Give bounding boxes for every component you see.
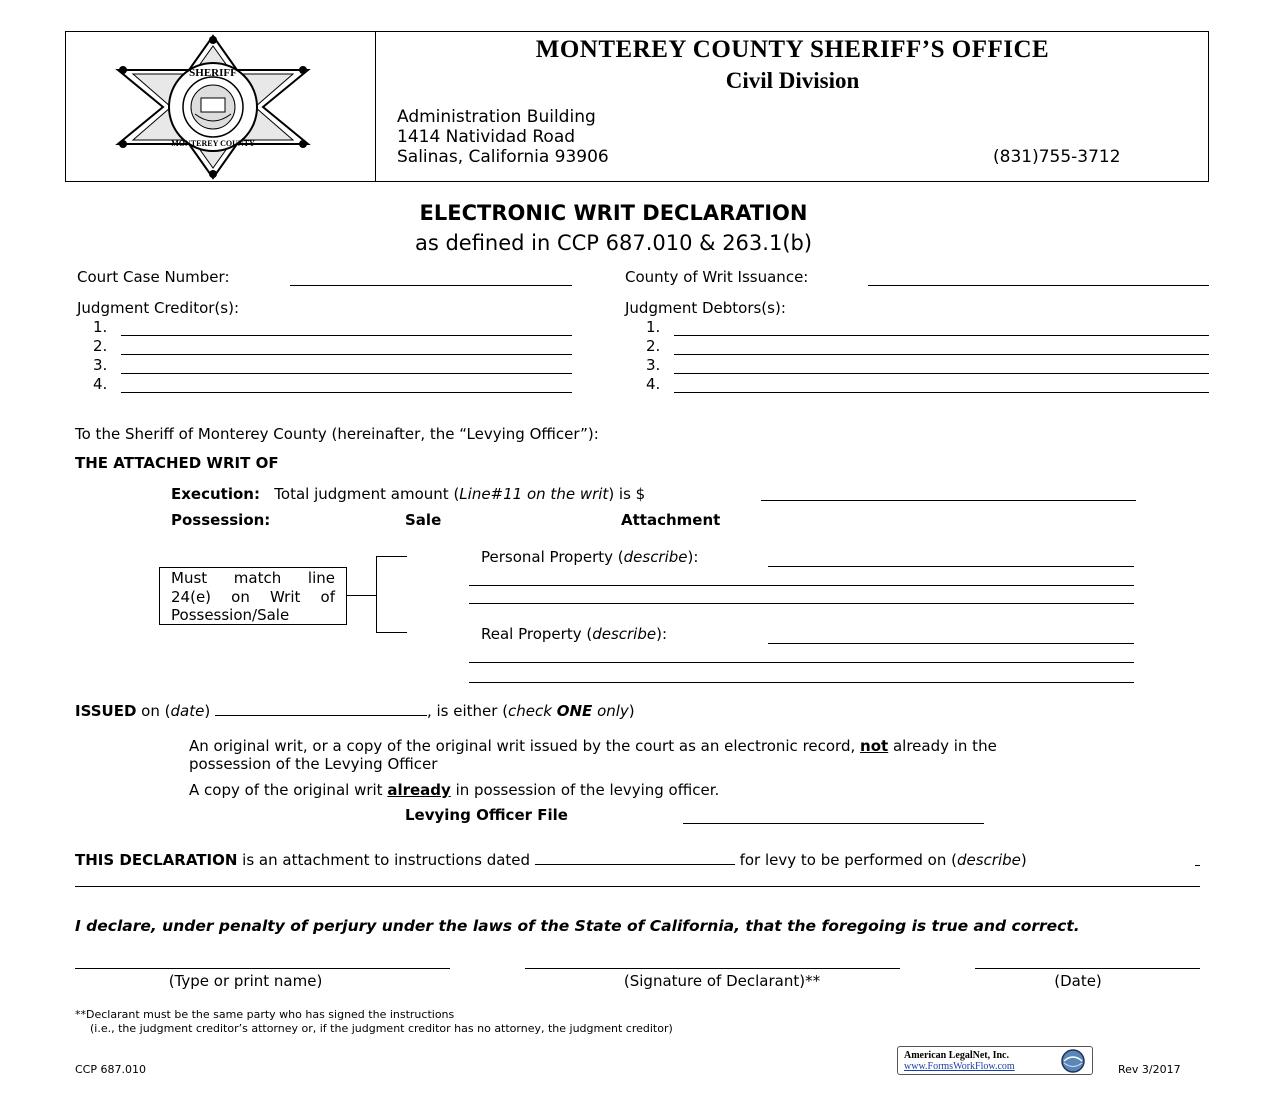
name-field[interactable] bbox=[75, 968, 450, 969]
badge-bottom-text: MONTEREY COUNTY bbox=[171, 139, 255, 148]
date-field[interactable] bbox=[975, 968, 1200, 969]
perjury-statement: I declare, under penalty of perjury under the laws of the State of California, that the foregoing is true and correct. bbox=[75, 917, 1080, 935]
personal-property-label bbox=[481, 548, 698, 566]
issued-on: on ( bbox=[136, 702, 171, 720]
personal-property-field-1[interactable] bbox=[768, 566, 1134, 567]
division-title: Civil Division bbox=[725, 68, 860, 93]
issued-date: date bbox=[170, 702, 205, 720]
debtor-field-3[interactable] bbox=[674, 373, 1209, 374]
execution-text-b: ) is $ bbox=[608, 485, 646, 503]
issued-row bbox=[75, 701, 635, 720]
declaration-text-a: is an attachment to instructions dated bbox=[237, 851, 535, 869]
creditor-field-1[interactable] bbox=[121, 335, 572, 336]
declaration-text-b: for levy to be performed on ( bbox=[734, 851, 957, 869]
debtor-field-4[interactable] bbox=[674, 392, 1209, 393]
personal-property-field-2[interactable] bbox=[469, 585, 1134, 586]
option-2-text-b: in possession of the levying officer. bbox=[450, 781, 720, 799]
creditor-number: 4. bbox=[93, 375, 108, 393]
creditor-field-3[interactable] bbox=[121, 373, 572, 374]
footnote-2: (i.e., the judgment creditor’s attorney or, if the judgment creditor has no attorney, the judgment creditor) bbox=[90, 1022, 673, 1035]
signature-label: (Signature of Declarant)** bbox=[623, 972, 821, 990]
phone-number: (831)755-3712 bbox=[993, 147, 1121, 167]
date-label: (Date) bbox=[1054, 972, 1102, 990]
court-case-label: Court Case Number: bbox=[77, 268, 230, 286]
issued-label: ISSUED bbox=[75, 702, 137, 720]
real-property-field-3[interactable] bbox=[469, 682, 1134, 683]
real-property-text: Real Property ( bbox=[481, 625, 593, 643]
real-property-field-2[interactable] bbox=[469, 662, 1134, 663]
issued-date-field[interactable] bbox=[215, 701, 427, 716]
option-2-text-a: A copy of the original writ bbox=[189, 781, 388, 799]
creditor-number: 2. bbox=[93, 337, 108, 355]
execution-row bbox=[171, 485, 645, 503]
office-title: MONTEREY COUNTY SHERIFF’S OFFICE bbox=[535, 36, 1050, 63]
attached-writ-heading: THE ATTACHED WRIT OF bbox=[75, 454, 279, 472]
instructions-date-field[interactable] bbox=[535, 850, 735, 865]
footnote-1: **Declarant must be the same party who has signed the instructions bbox=[75, 1008, 455, 1021]
revision: Rev 3/2017 bbox=[1118, 1063, 1181, 1076]
county-label: County of Writ Issuance: bbox=[625, 268, 809, 286]
declaration-row bbox=[75, 850, 1027, 869]
debtor-number: 3. bbox=[646, 356, 661, 374]
debtor-field-1[interactable] bbox=[674, 335, 1209, 336]
issued-check: check bbox=[508, 702, 557, 720]
describe-text: describe bbox=[623, 548, 688, 566]
declaration-describe-field-start[interactable] bbox=[1195, 865, 1200, 866]
real-property-label bbox=[481, 625, 667, 643]
debtor-field-2[interactable] bbox=[674, 354, 1209, 355]
to-sheriff-text: To the Sheriff of Monterey County (hereinafter, the “Levying Officer”): bbox=[75, 425, 599, 443]
signature-field[interactable] bbox=[525, 968, 900, 969]
possession-label: Possession: bbox=[171, 511, 271, 529]
globe-icon bbox=[1056, 1048, 1090, 1074]
must-match-note: Must match line 24(e) on Writ of Possession/Sale bbox=[159, 567, 347, 625]
debtor-number: 2. bbox=[646, 337, 661, 355]
creditors-label: Judgment Creditor(s): bbox=[77, 299, 239, 317]
creditor-field-4[interactable] bbox=[121, 392, 572, 393]
execution-label: Execution: bbox=[171, 485, 260, 503]
form-subtitle: as defined in CCP 687.010 & 263.1(b) bbox=[414, 231, 813, 255]
address-line-3: Salinas, California 93906 bbox=[397, 147, 609, 167]
levying-officer-file-label: Levying Officer File bbox=[405, 806, 568, 824]
issued-either: , is either ( bbox=[426, 702, 509, 720]
issued-one: ONE bbox=[556, 702, 593, 720]
address-line-1: Administration Building bbox=[397, 107, 596, 127]
creditor-number: 3. bbox=[93, 356, 108, 374]
debtors-label: Judgment Debtors(s): bbox=[625, 299, 786, 317]
execution-text-italic: Line#11 on the writ bbox=[459, 485, 609, 503]
declaration-describe: describe bbox=[956, 851, 1021, 869]
creditor-number: 1. bbox=[93, 318, 108, 336]
debtor-number: 4. bbox=[646, 375, 661, 393]
bracket-connector bbox=[347, 595, 377, 596]
personal-property-field-3[interactable] bbox=[469, 603, 1134, 604]
personal-property-text: Personal Property ( bbox=[481, 548, 624, 566]
legalnet-website[interactable]: www.FormsWorkFlow.com bbox=[904, 1061, 1015, 1072]
judgment-amount-field[interactable] bbox=[761, 500, 1136, 501]
issued-only: only bbox=[592, 702, 629, 720]
declaration-close: ) bbox=[1020, 851, 1027, 869]
bracket bbox=[376, 556, 407, 633]
close-colon: ): bbox=[687, 548, 699, 566]
option-1-text-b: already in the bbox=[888, 737, 997, 755]
option-copy-writ[interactable] bbox=[189, 781, 719, 799]
legalnet-company: American LegalNet, Inc. bbox=[904, 1050, 1009, 1061]
real-property-field-1[interactable] bbox=[768, 643, 1134, 644]
sheriff-badge-icon bbox=[115, 34, 311, 180]
creditor-field-2[interactable] bbox=[121, 354, 572, 355]
name-label: (Type or print name) bbox=[168, 972, 323, 990]
legalnet-logo bbox=[897, 1046, 1093, 1075]
address-line-2: 1414 Natividad Road bbox=[397, 127, 576, 147]
option-1-text-a: An original writ, or a copy of the original writ issued by the court as an electronic record, bbox=[189, 737, 861, 755]
describe-text: describe bbox=[592, 625, 657, 643]
badge-top-text: SHERIFF bbox=[189, 67, 237, 79]
sale-label: Sale bbox=[405, 511, 442, 529]
declaration-label: THIS DECLARATION bbox=[75, 851, 238, 869]
attachment-label: Attachment bbox=[621, 511, 721, 529]
form-code: CCP 687.010 bbox=[75, 1063, 146, 1076]
option-1-not: not bbox=[860, 737, 889, 755]
issued-close: ) bbox=[204, 702, 211, 720]
close-colon: ): bbox=[656, 625, 668, 643]
option-1-text-c: possession of the Levying Officer bbox=[189, 755, 438, 773]
execution-text-a: Total judgment amount ( bbox=[274, 485, 460, 503]
option-2-already: already bbox=[387, 781, 451, 799]
court-case-field[interactable] bbox=[290, 285, 572, 286]
declaration-describe-field[interactable] bbox=[75, 886, 1200, 887]
form-title: ELECTRONIC WRIT DECLARATION bbox=[419, 201, 808, 225]
county-field[interactable] bbox=[868, 285, 1209, 286]
issued-close-2: ) bbox=[628, 702, 635, 720]
debtor-number: 1. bbox=[646, 318, 661, 336]
levying-officer-file-field[interactable] bbox=[683, 823, 984, 824]
option-original-writ[interactable] bbox=[189, 737, 997, 755]
